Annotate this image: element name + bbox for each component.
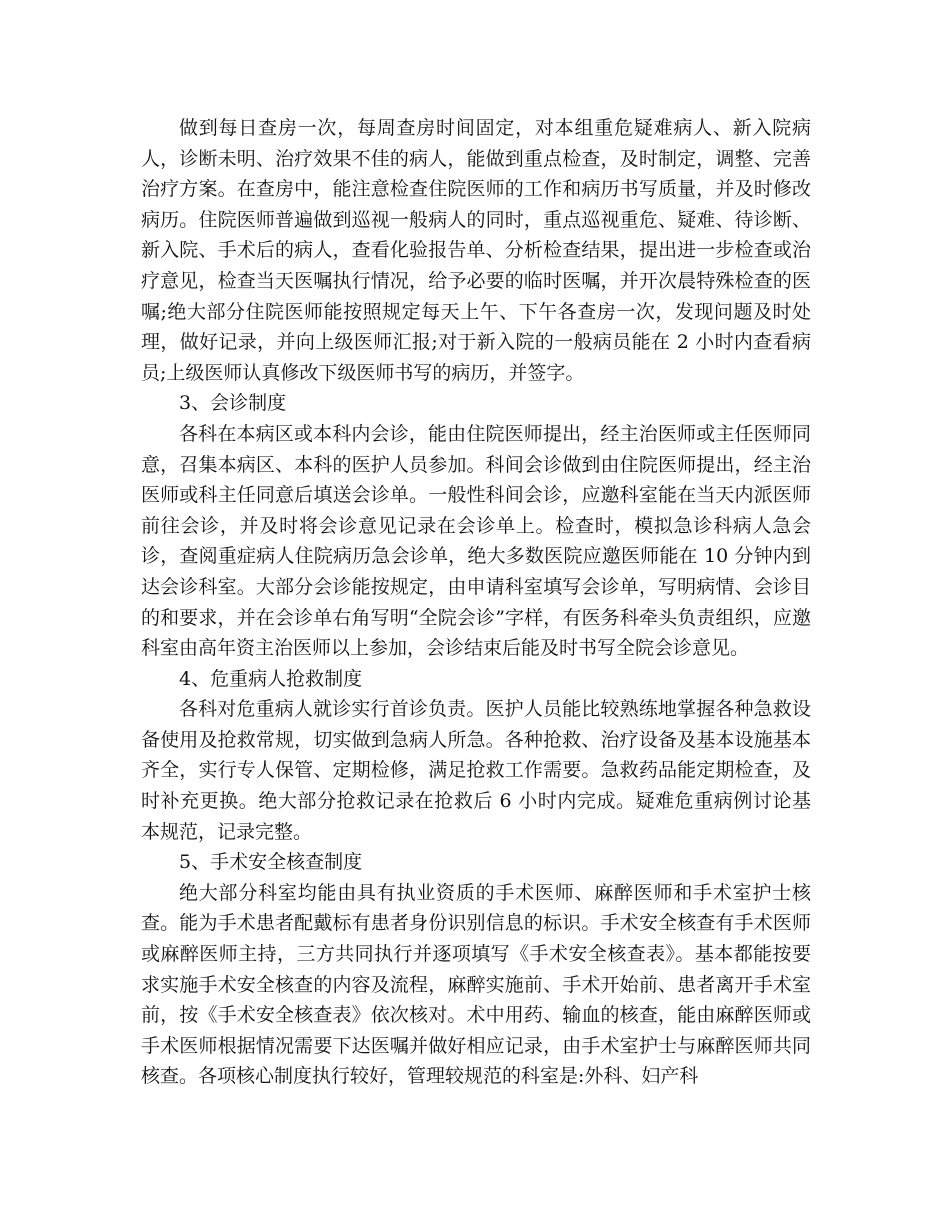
- paragraph-ward-rounds: 做到每日查房一次，每周查房时间固定，对本组重危疑难病人、新入院病人，诊断未明、治疗效果不佳的病人，能做到重点检查，及时制定，调整、完善治疗方案。在查房中，能注意检查住院医师的工作和病历书写质量，并及时修改病历。住院医师普遍做到巡视一般病人的同时，重点巡视重危、疑难、待诊断、新入院、手术后的病人，查看化验报告单、分析检查结果，提出进一步检查或治疗意见，检查当天医嘱执行情况，给予必要的临时医嘱，并开次晨特殊检查的医嘱;绝大部分住院医师能按照规定每天上午、下午各查房一次，发现问题及时处理，做好记录，并向上级医师汇报;对于新入院的一般病员能在 2 小时内查看病员;上级医师认真修改下级医师书写的病历，并签字。: [141, 117, 811, 384]
- heading-critical-rescue-system: 4、危重病人抢救制度: [179, 667, 363, 690]
- paragraph-critical-rescue-system: 各科对危重病人就诊实行首诊负责。医护人员能比较熟练地掌握各种急救设备使用及抢救常规，切实做到急病人所急。各种抢救、治疗设备及基本设施基本齐全，实行专人保管、定期检修，满足抢救工作需要。急救药品能定期检查，及时补充更换。绝大部分抢救记录在抢救后 6 小时内完成。疑难危重病例讨论基本规范，记录完整。: [141, 698, 811, 843]
- paragraph-consultation-system: 各科在本病区或本科内会诊，能由住院医师提出，经主治医师或主任医师同意，召集本病区、本科的医护人员参加。科间会诊做到由住院医师提出，经主治医师或科主任同意后填送会诊单。一般性科间会诊，应邀科室能在当天内派医师前往会诊，并及时将会诊意见记录在会诊单上。检查时，模拟急诊科病人急会诊，查阅重症病人住院病历急会诊单，绝大多数医院应邀医师能在 10 分钟内到达会诊科室。大部分会诊能按规定，由申请科室填写会诊单，写明病情、会诊目的和要求，并在会诊单右角写明“全院会诊”字样，有医务科牵头负责组织，应邀科室由高年资主治医师以上参加，会诊结束后能及时书写全院会诊意见。: [141, 422, 811, 660]
- paragraph-surgical-safety-check: 绝大部分科室均能由具有执业资质的手术医师、麻醉医师和手术室护士核查。能为手术患者配戴标有患者身份识别信息的标识。手术安全核查有手术医师或麻醉医师主持，三方共同执行并逐项填写《手术安全核查表》。基本都能按要求实施手术安全核查的内容及流程，麻醉实施前、手术开始前、患者离开手术室前，按《手术安全核查表》依次核对。术中用药、输血的核查，能由麻醉医师或手术医师根据情况需要下达医嘱并做好相应记录，由手术室护士与麻醉医师共同核查。各项核心制度执行较好，管理较规范的科室是:外科、妇产科: [141, 881, 811, 1088]
- document-body: [141, 113, 811, 1092]
- heading-surgical-safety-check: 5、手术安全核查制度: [179, 851, 363, 874]
- heading-consultation-system: 3、会诊制度: [179, 392, 287, 415]
